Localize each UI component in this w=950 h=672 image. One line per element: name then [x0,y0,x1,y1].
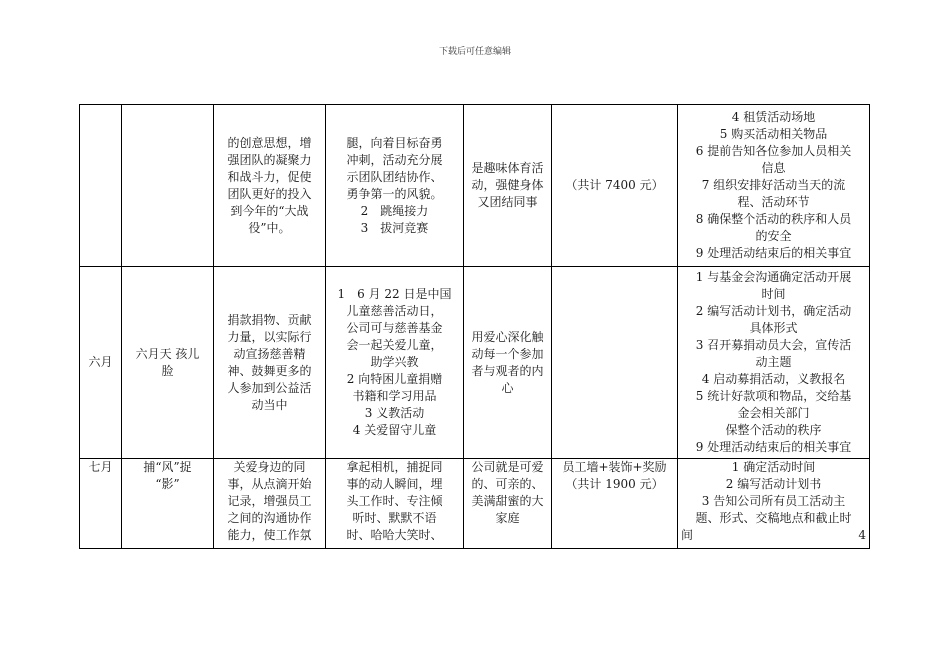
theme-cell: 六月天 孩儿 脸 [122,267,214,459]
feature-cell: 是趣味体育活 动，强健身体 又团结同事 [464,105,552,267]
table-row [80,105,870,267]
month-cell: 六月 [80,267,122,459]
steps-cell: 1 与基金会沟通确定活动开展 时间 2 编写活动计划书，确定活动 具体形式 3 召开募捐动员大会，宣传活 动主题 4 启动募捐活动，义教报名 5 统计好款项和物品，交给基 金会相关部门 保整个活动的秩序 9 处理活动结束后的相关事宜 [678,267,870,459]
page-number: 4 [858,528,866,542]
budget-cell: 员工墙+装饰+奖励 （共计 1900 元） [552,459,678,549]
steps-cell: 1 确定活动时间 2 编写活动计划书 3 告知公司所有员工活动主 题、形式、交稿地点和截止时 间 4 [678,459,870,549]
table-row [80,459,870,549]
content-cell: 1 6 月 22 日是中国 儿童慈善活动日， 公司可与慈善基金 会一起关爱儿童， 助学兴教 2 向特困儿童捐赠 书籍和学习用品 3 义教活动 4 关爱留守儿童 [326,267,464,459]
purpose-cell: 的创意思想，增 强团队的凝聚力 和战斗力，促使 团队更好的投入 到今年的“大战 役”中。 [214,105,326,267]
steps-cell: 4 租赁活动场地 5 购买活动相关物品 6 提前告知各位参加人员相关 信息 7 组织安排好活动当天的流 程、活动环节 8 确保整个活动的秩序和人员 的安全 9 处理活动结束后的相关事宜 [678,105,870,267]
month-cell [80,105,122,267]
purpose-cell: 捐款捐物、贡献 力量，以实际行 动宣扬慈善精 神、鼓舞更多的 人参加到公益活 动当中 [214,267,326,459]
steps-last-line: 间 [681,528,694,542]
feature-cell: 公司就是可爱 的、可亲的、 美满甜蜜的大 家庭 [464,459,552,549]
budget-cell [552,267,678,459]
table-row [80,267,870,459]
page-header: 下载后可任意编辑 [438,47,511,57]
feature-cell: 用爱心深化触 动每一个参加 者与观者的内 心 [464,267,552,459]
month-cell: 七月 [80,459,122,549]
theme-cell: 捕“风”捉 “影” [122,459,214,549]
theme-cell [122,105,214,267]
content-cell: 腿，向着目标奋勇 冲刺，活动充分展 示团队团结协作、 勇争第一的风貌。 2 跳绳接力 3 拔河竞赛 [326,105,464,267]
content-cell: 拿起相机，捕捉同 事的动人瞬间，埋 头工作时、专注倾 听时、默默不语 时、哈哈大笑时、 [326,459,464,549]
budget-cell: （共计 7400 元） [552,105,678,267]
activity-plan-table [79,104,870,549]
purpose-cell: 关爱身边的同 事，从点滴开始 记录，增强员工 之间的沟通协作 能力，使工作氛 [214,459,326,549]
